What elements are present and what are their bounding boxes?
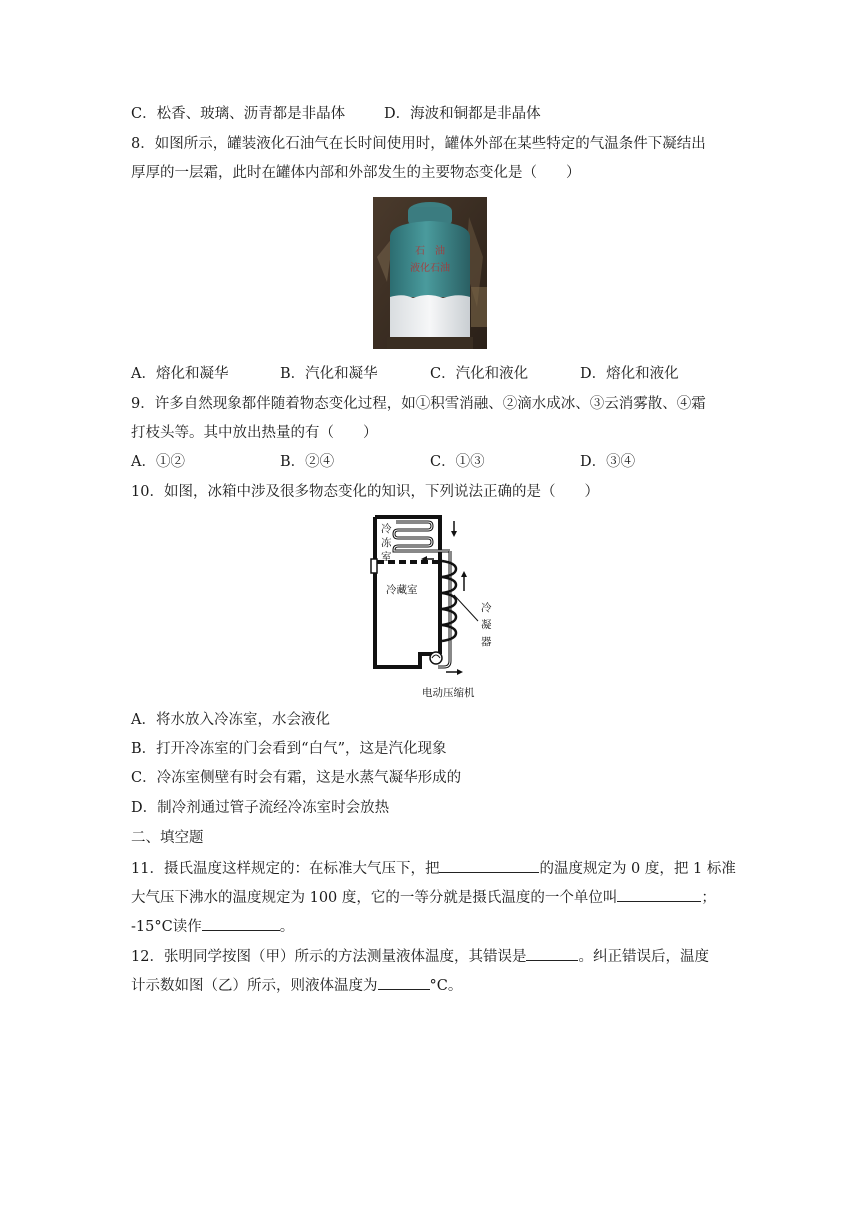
q12-line2: [131, 975, 462, 996]
q10-option-b: B．打开冷冻室的门会看到“白气”，这是汽化现象: [131, 741, 447, 757]
q9-option-b: B．②④: [280, 454, 335, 470]
condenser-label-1: 冷: [481, 602, 492, 614]
q11-line3: [131, 916, 294, 937]
refrigerator-diagram: [368, 511, 500, 701]
svg-text:石 油: 石 油: [415, 246, 445, 257]
q9-option-a: A．①②: [131, 454, 185, 470]
tank-label-text: 液化石油: [410, 263, 450, 274]
q11-text-1a: 11．摄氏温度这样规定的：在标准大气压下，把: [131, 861, 440, 877]
q8-option-d: D．熔化和液化: [580, 366, 679, 382]
compressor-label: 电动压缩机: [422, 687, 475, 699]
q11-line2: [131, 887, 716, 908]
answer-blank[interactable]: [202, 916, 280, 931]
q12-text-1b: 。纠正错误后，温度: [578, 949, 709, 965]
answer-blank[interactable]: [439, 858, 539, 873]
q11-text-1b: 的温度规定为 0 度，把 1 标准: [539, 861, 736, 877]
condenser-label-2: 凝: [481, 619, 492, 631]
condenser-label-3: 器: [481, 636, 492, 648]
q11-line1: [131, 858, 736, 879]
q11-text-2b: ；: [701, 890, 716, 906]
q11-text-3a: -15°C读作: [131, 919, 202, 935]
q12-text-2b: °C。: [429, 978, 463, 994]
freezer-label-3: 室: [381, 551, 392, 563]
q8-option-a: A．熔化和凝华: [131, 366, 229, 382]
q10-option-d: D．制冷剂通过管子流经冷冻室时会放热: [131, 800, 390, 816]
q8-stem-line1: 8．如图所示，罐装液化石油气在长时间使用时，罐体外部在某些特定的气温条件下凝结出: [131, 136, 706, 152]
q7-option-c: C．松香、玻璃、沥青都是非晶体: [131, 106, 346, 122]
q11-text-2a: 大气压下沸水的温度规定为 100 度，它的一等分就是摄氏温度的一个单位叫: [131, 890, 618, 906]
q12-text-2a: 计示数如图（乙）所示，则液体温度为: [131, 978, 378, 994]
q8-stem-line2: 厚厚的一层霜，此时在罐体内部和外部发生的主要物态变化是（ ）: [131, 165, 581, 181]
section-heading: 二、填空题: [131, 830, 204, 846]
q9-option-d: D．③④: [580, 454, 636, 470]
q9-stem-line1: 9．许多自然现象都伴随着物态变化过程，如①积雪消融、②滴水成冰、③云消雾散、④霜: [131, 396, 706, 412]
q12-text-1a: 12．张明同学按图（甲）所示的方法测量液体温度，其错误是: [131, 949, 527, 965]
q10-option-a: A．将水放入冷冻室，水会液化: [131, 712, 330, 728]
q8-option-c: C．汽化和液化: [430, 366, 529, 382]
answer-blank[interactable]: [617, 887, 701, 902]
answer-blank[interactable]: [526, 946, 578, 961]
q10-stem: 10．如图，冰箱中涉及很多物态变化的知识，下列说法正确的是（ ）: [131, 484, 599, 500]
freezer-label-2: 冻: [381, 537, 392, 549]
q9-option-c: C．①③: [430, 454, 485, 470]
fridge-label: 冷藏室: [386, 584, 418, 596]
q10-option-c: C．冷冻室侧壁有时会有霜，这是水蒸气凝华形成的: [131, 770, 462, 786]
q12-line1: [131, 946, 709, 967]
freezer-label-1: 冷: [381, 523, 392, 535]
q7-option-d: D．海波和铜都是非晶体: [384, 106, 541, 122]
q8-option-b: B．汽化和凝华: [280, 366, 378, 382]
gas-tank-photo: [373, 197, 487, 349]
answer-blank[interactable]: [378, 975, 430, 990]
q11-text-3b: 。: [279, 919, 295, 935]
q9-stem-line2: 打枝头等。其中放出热量的有（ ）: [131, 425, 378, 441]
